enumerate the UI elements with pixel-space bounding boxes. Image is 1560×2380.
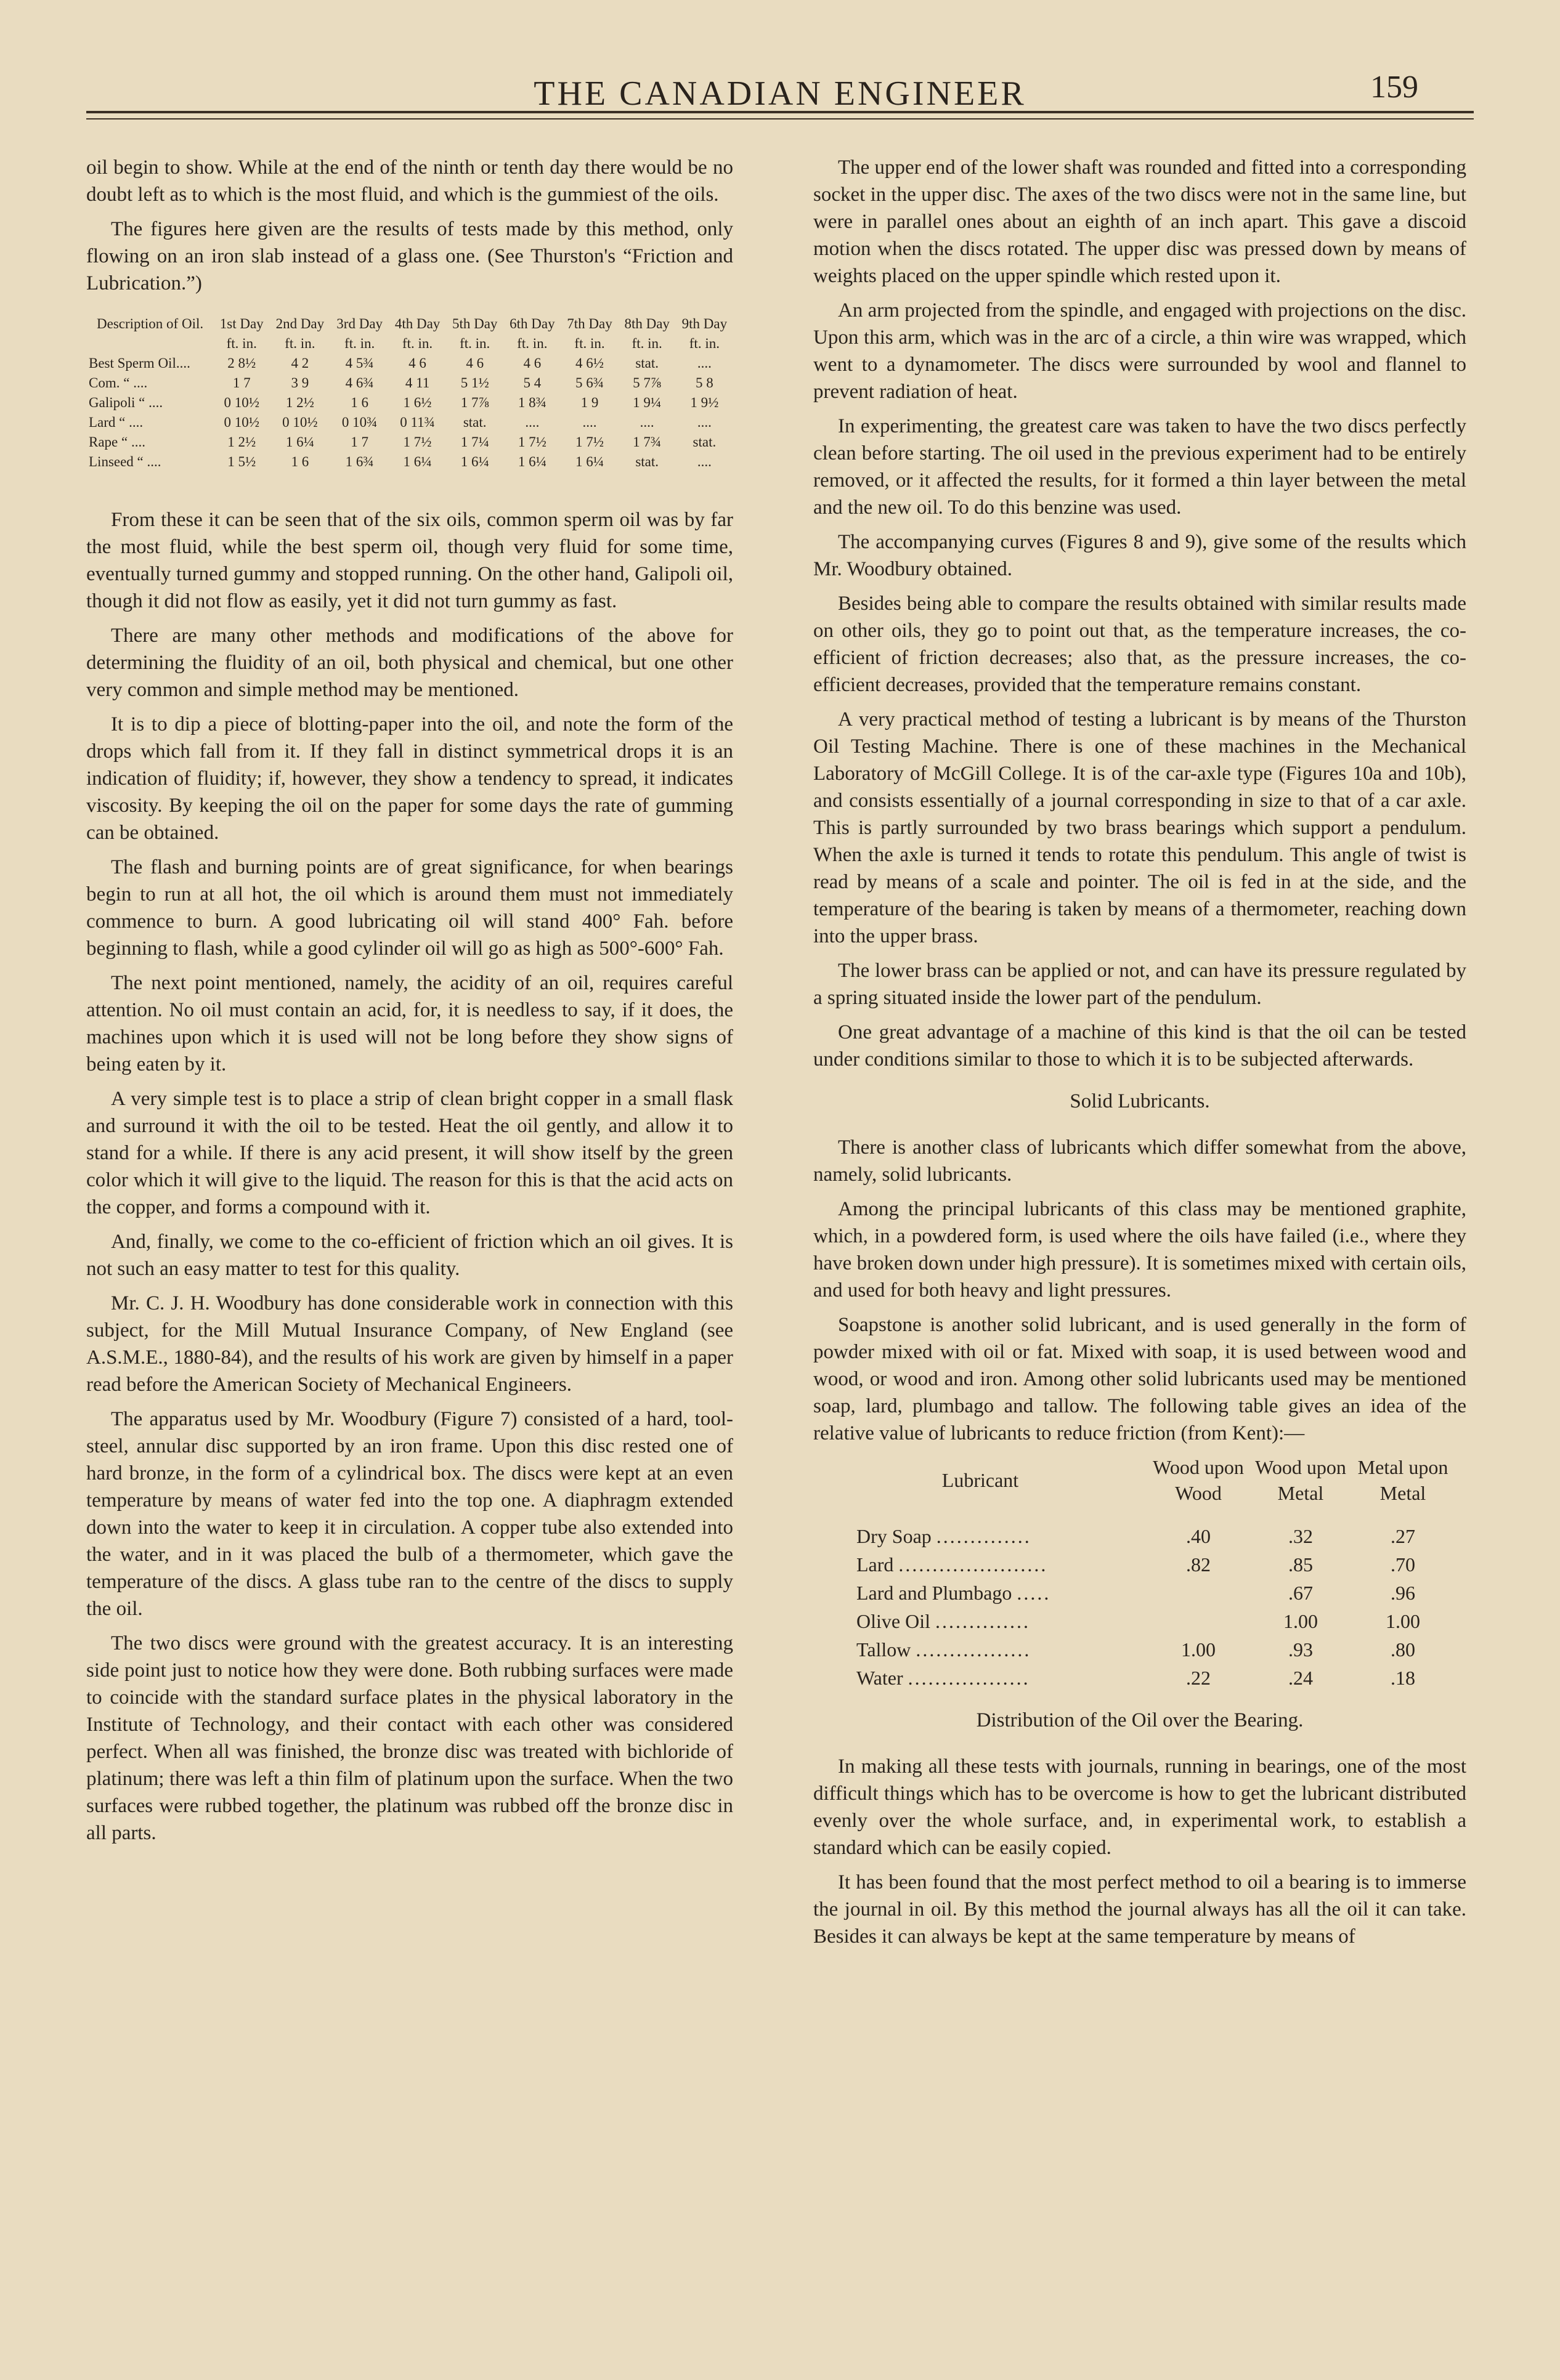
friction-table-header-row — [813, 1454, 1454, 1506]
oil-name: Galipoli “ .... — [89, 395, 163, 410]
section-heading-solid-lubricants: Solid Lubricants. — [1070, 1090, 1210, 1112]
leader-dots: .................. — [908, 1667, 1030, 1689]
table-cell: 4 2 — [291, 355, 309, 371]
table-cell: 0 10½ — [282, 415, 318, 430]
header-rule-thick — [86, 111, 1474, 113]
table-row — [813, 1664, 1454, 1692]
table-cell: 4 6 — [408, 355, 426, 371]
day-header: 3rd Day — [336, 316, 383, 331]
lubricant-name: Lard and Plumbago — [856, 1582, 1012, 1604]
table-cell: 5 7⅞ — [633, 375, 662, 391]
table-cell: .27 — [1391, 1525, 1415, 1547]
table-cell: 1 6¼ — [285, 434, 314, 450]
table-cell: 4 6 — [523, 355, 542, 371]
table-cell: 5 4 — [523, 375, 542, 391]
table-cell: stat. — [635, 355, 659, 371]
day-header: 4th Day — [394, 316, 441, 331]
table-cell: 1.00 — [1181, 1638, 1216, 1661]
table-cell: 1 8¾ — [518, 395, 546, 410]
oil-name: Com. “ .... — [89, 375, 148, 391]
table-row — [86, 354, 733, 373]
table-cell: 2 8½ — [227, 355, 256, 371]
paragraph: The lower brass can be applied or not, and can have its pressure regulated by a spring situated inside the lower part of the pendulum. — [813, 960, 1466, 1009]
viscosity-table — [86, 314, 733, 472]
table-cell: 1 7½ — [403, 434, 432, 450]
paragraph: Among the principal lubricants of this class may be mentioned graphite, which, in a powdered form, is used where the oils have failed (i.e., where they have broken down under high pressure). It is sometimes mixed with certain oils, and used for both heavy and light pressures. — [813, 1198, 1466, 1301]
table-cell: stat. — [693, 434, 717, 450]
lubricant-name: Dry Soap — [856, 1525, 932, 1547]
table-cell: .... — [582, 415, 597, 430]
lubricant-name: Water — [856, 1667, 903, 1689]
table-cell: 4 5¾ — [345, 355, 374, 371]
viscosity-desc-header: Description of Oil. — [97, 316, 204, 331]
table-cell: .24 — [1288, 1667, 1313, 1689]
table-cell: .85 — [1288, 1553, 1313, 1576]
table-row — [813, 1522, 1454, 1550]
paragraph: There is another class of lubricants which differ somewhat from the above, namely, solid lubricants. — [813, 1136, 1466, 1186]
paragraph: In experimenting, the greatest care was taken to have the two discs perfectly clean before starting. The oil used in the previous experiment had to be entirely removed, or it affected the results, for it formed a thin layer between the metal and the new oil. To do this benzine was used. — [813, 415, 1466, 519]
left-column — [86, 154, 733, 1854]
table-cell: 0 11¾ — [400, 415, 435, 430]
oil-name: Rape “ .... — [89, 434, 145, 450]
table-cell: .93 — [1288, 1638, 1313, 1661]
table-cell: .80 — [1391, 1638, 1415, 1661]
table-cell: .67 — [1288, 1582, 1313, 1604]
table-cell: 5 8 — [696, 375, 713, 391]
table-cell: 1 7¾ — [633, 434, 662, 450]
paragraph: The next point mentioned, namely, the acidity of an oil, requires careful attention. No oil must contain an acid, for, it is needless to say, if it does, the machines upon which it is used will not be long before they show signs of being eaten by it. — [86, 972, 733, 1075]
paragraph: From these it can be seen that of the six oils, common sperm oil was by far the most fluid, while the best sperm oil, though very fluid for some time, eventually turned gummy and stopped running. On the other hand, Galipoli oil, though it did not flow as easily, yet it did not turn gummy as fast. — [86, 509, 733, 612]
table-cell — [1147, 1579, 1249, 1607]
leader-dots: .............. — [935, 1610, 1030, 1632]
table-row — [86, 452, 733, 472]
journal-title: THE CANADIAN ENGINEER — [534, 75, 1026, 113]
table-row — [86, 413, 733, 432]
table-cell: 1 9½ — [690, 395, 719, 410]
table-cell: 1.00 — [1386, 1610, 1420, 1632]
table-cell: 5 6¾ — [575, 375, 604, 391]
friction-table — [813, 1454, 1454, 1692]
table-cell: 4 6½ — [575, 355, 604, 371]
table-row — [813, 1635, 1454, 1664]
paragraph: The two discs were ground with the greatest accuracy. It is an interesting side point just to notice how they were done. Both rubbing surfaces were made to coincide with the standard surface plates in the physical laboratory in the Institute of Technology, and their contact with each other was considered perfect. When all was finished, the bronze disc was treated with bichloride of platinum; there was left a thin film of platinum upon the surface. When the two surfaces were rubbed together, the platinum was rubbed off the bronze disc in all parts. — [86, 1632, 733, 1844]
lubricant-name: Lard — [856, 1553, 894, 1576]
leader-dots: ...................... — [898, 1553, 1048, 1576]
table-cell: .40 — [1186, 1525, 1211, 1547]
table-cell: 1 9 — [580, 395, 599, 410]
unit-header: ft. in. — [285, 336, 315, 351]
table-cell: 1 6¼ — [575, 454, 604, 469]
viscosity-table-header-row — [86, 314, 733, 334]
oil-name: Lard “ .... — [89, 415, 144, 430]
table-cell: 4 6¾ — [345, 375, 374, 391]
page-number: 159 — [1370, 70, 1418, 105]
oil-name: Linseed “ .... — [89, 454, 161, 469]
table-row — [86, 432, 733, 452]
unit-header: ft. in. — [344, 336, 375, 351]
table-cell: 1 6¼ — [460, 454, 489, 469]
running-head — [0, 67, 1560, 116]
table-cell: .32 — [1288, 1525, 1313, 1547]
table-cell: 1 6 — [291, 454, 309, 469]
day-header: 5th Day — [452, 316, 498, 331]
table-cell: stat. — [463, 415, 487, 430]
table-cell: .... — [525, 415, 540, 430]
paragraph: An arm projected from the spindle, and engaged with projections on the disc. Upon this arm, which was in the arc of a circle, a thin wire was wrapped, which went to a dynamometer. The discs were surrounded by wool and flannel to prevent radiation of heat. — [813, 299, 1466, 403]
table-cell: 1 2½ — [285, 395, 314, 410]
viscosity-units-row — [86, 334, 733, 354]
table-cell: 5 1½ — [460, 375, 489, 391]
paragraph: And, finally, we come to the co-efficient of friction which an oil gives. It is not such an easy matter to test for this quality. — [86, 1231, 733, 1280]
table-row — [813, 1607, 1454, 1635]
table-cell: 3 9 — [291, 375, 309, 391]
table-cell: 1 6¼ — [518, 454, 546, 469]
table-cell: 1 6¾ — [345, 454, 374, 469]
lubricant-name: Tallow — [856, 1638, 911, 1661]
table-cell: 0 10¾ — [341, 415, 378, 430]
leader-dots: ................. — [916, 1638, 1031, 1661]
table-row — [86, 373, 733, 393]
table-cell: 1 7 — [351, 434, 369, 450]
unit-header: ft. in. — [517, 336, 548, 351]
unit-header: ft. in. — [226, 336, 257, 351]
header-rule-thin — [86, 118, 1474, 119]
paragraph: A very practical method of testing a lubricant is by means of the Thurston Oil Testing Machine. There is one of these machines in the Mechanical Laboratory of McGill College. It is of the car-axle type (Figures 10a and 10b), and consists essentially of a journal corresponding in size to that of a car axle. This is partly surrounded by two brass bearings which support a pendulum. When the axle is turned it tends to rotate this pendulum. This angle of twist is read by means of a scale and pointer. The oil is fed in at the side, and the temperature of the bearing is taken by means of a thermometer, reaching down into the upper brass. — [813, 708, 1466, 947]
day-header: 6th Day — [510, 316, 555, 331]
column-header: Wood upon Wood — [1153, 1456, 1244, 1504]
table-cell: 4 11 — [405, 375, 430, 391]
column-header: Metal upon Metal — [1357, 1456, 1448, 1504]
table-cell: 1 6¼ — [403, 454, 432, 469]
table-cell: 1 7¼ — [460, 434, 489, 450]
lubricant-header: Lubricant — [941, 1469, 1019, 1491]
table-cell: .... — [697, 355, 712, 371]
table-cell: 0 10½ — [224, 395, 259, 410]
day-header: 7th Day — [567, 316, 612, 331]
table-cell: 1.00 — [1283, 1610, 1318, 1632]
paragraph: One great advantage of a machine of this kind is that the oil can be tested under conditions similar to those to which it is to be subjected afterwards. — [813, 1021, 1466, 1071]
paragraph: There are many other methods and modifications of the above for determining the fluidity of an oil, both physical and chemical, but one other very common and simple method may be mentioned. — [86, 625, 733, 701]
paragraph: The flash and burning points are of great significance, for when bearings begin to run at all hot, the oil which is around them must not immediately commence to burn. A good lubricating oil will stand 400° Fah. before beginning to flash, while a good cylinder oil will go as high as 500°-600° Fah. — [86, 856, 733, 960]
unit-header: ft. in. — [574, 336, 605, 351]
table-row — [813, 1579, 1454, 1607]
table-cell: .70 — [1391, 1553, 1415, 1576]
paragraph: It has been found that the most perfect method to oil a bearing is to immerse the journal in oil. By this method the journal always has all the oil it can take. Besides it can always be kept at the same temperature by means of — [813, 1871, 1466, 1948]
oil-name: Best Sperm Oil.... — [89, 355, 190, 371]
unit-header: ft. in. — [632, 336, 662, 351]
paragraph: The accompanying curves (Figures 8 and 9), give some of the results which Mr. Woodbury obtained. — [813, 531, 1466, 580]
paragraph: It is to dip a piece of blotting-paper into the oil, and note the form of the drops which fall from it. If they fall in distinct symmetrical drops it is an indication of fluidity; if, however, they show a tendency to spread, it indicates viscosity. By keeping the oil on the paper for some days the rate of gumming can be obtained. — [86, 713, 733, 844]
day-header: 1st Day — [219, 316, 264, 331]
day-header: 2nd Day — [275, 316, 325, 331]
table-cell: 1 7½ — [518, 434, 546, 450]
paragraph: The figures here given are the results of tests made by this method, only flowing on an iron slab instead of a glass one. (See Thurston's “Friction and Lubrication.”) — [86, 218, 733, 294]
paragraph: Mr. C. J. H. Woodbury has done considerable work in connection with this subject, for the Mill Mutual Insurance Company, of New England (see A.S.M.E., 1880-84), and the results of his work are given by himself in a paper read before the American Society of Mechanical Engineers. — [86, 1292, 733, 1396]
day-header: 9th Day — [681, 316, 728, 331]
leader-dots: .............. — [936, 1525, 1031, 1547]
paragraph: A very simple test is to place a strip of clean bright copper in a small flask and surround it with the oil to be tested. Heat the oil gently, and allow it to stand for a while. If there is any acid present, it will show itself by the green color which it will give to the liquid. The reason for this is that the acid acts on the copper, and forms a compound with it. — [86, 1088, 733, 1218]
table-cell: 1 7½ — [575, 434, 604, 450]
table-cell: .22 — [1186, 1667, 1211, 1689]
paragraph: Besides being able to compare the results obtained with similar results made on other oils, they go to point out that, as the temperature increases, the co-efficient of friction decreases; also that, as the pressure increases, the co-efficient decreases, provided that the temperature remains constant. — [813, 593, 1466, 696]
paragraph: In making all these tests with journals, running in bearings, one of the most difficult things which has to be overcome is how to get the lubricant distributed evenly over the whole surface, and, in experimental work, to establish a standard which can be easily copied. — [813, 1755, 1466, 1859]
table-cell: 1 5½ — [227, 454, 256, 469]
table-cell: 1 2½ — [227, 434, 256, 450]
table-cell: .18 — [1391, 1667, 1415, 1689]
paragraph: Soapstone is another solid lubricant, and is used generally in the form of powder mixed with oil or fat. Mixed with soap, it is used between wood and wood, or wood and iron. Among other solid lubricants used may be mentioned soap, lard, plumbago and tallow. The following table gives an idea of the relative value of lubricants to reduce friction (from Kent):— — [813, 1314, 1466, 1444]
table-cell: 1 7 — [232, 375, 251, 391]
table-row — [86, 393, 733, 413]
table-cell: 4 6 — [466, 355, 484, 371]
table-cell: .82 — [1186, 1553, 1211, 1576]
paragraph: The apparatus used by Mr. Woodbury (Figure 7) consisted of a hard, tool-steel, annular disc supported by an iron frame. Upon this disc rested one of hard bronze, in the form of a cylindrical box. The discs were kept at an even temperature by means of water fed into the top one. A diaphragm extended down into the water to keep it in circulation. A copper tube also extended into the water, and in it was placed the bulb of a thermometer, which gave the temperature of the discs. A glass tube ran to the centre of the discs to supply the oil. — [86, 1408, 733, 1620]
section-heading-distribution: Distribution of the Oil over the Bearing. — [976, 1709, 1304, 1731]
paragraph: oil begin to show. While at the end of the ninth or tenth day there would be no doubt left as to which is the most fluid, and which is the gummiest of the oils. — [86, 156, 733, 206]
unit-header: ft. in. — [460, 336, 490, 351]
lubricant-name: Olive Oil — [856, 1610, 930, 1632]
table-row — [813, 1550, 1454, 1579]
table-cell: .96 — [1391, 1582, 1415, 1604]
table-cell: 1 7⅞ — [460, 395, 489, 410]
unit-header: ft. in. — [402, 336, 433, 351]
column-header: Wood upon Metal — [1255, 1456, 1346, 1504]
paragraph: The upper end of the lower shaft was rounded and fitted into a corresponding socket in the upper disc. The axes of the two discs were not in the same line, but were in parallel ones about an eighth of an inch apart. This gave a discoid motion when the discs rotated. The upper disc was pressed down by means of weights placed on the upper spindle which rested upon it. — [813, 156, 1466, 287]
table-cell: .... — [640, 415, 654, 430]
table-cell: 1 9¼ — [633, 395, 662, 410]
table-cell: .... — [697, 415, 712, 430]
table-cell — [1147, 1607, 1249, 1635]
table-cell: 1 6½ — [403, 395, 432, 410]
day-header: 8th Day — [624, 316, 670, 331]
table-cell: stat. — [635, 454, 659, 469]
right-column — [813, 154, 1466, 1957]
table-cell: 0 10½ — [224, 415, 259, 430]
table-cell: .... — [697, 454, 712, 469]
unit-header: ft. in. — [689, 336, 720, 351]
leader-dots: ..... — [1017, 1582, 1051, 1604]
table-cell: 1 6 — [351, 395, 369, 410]
